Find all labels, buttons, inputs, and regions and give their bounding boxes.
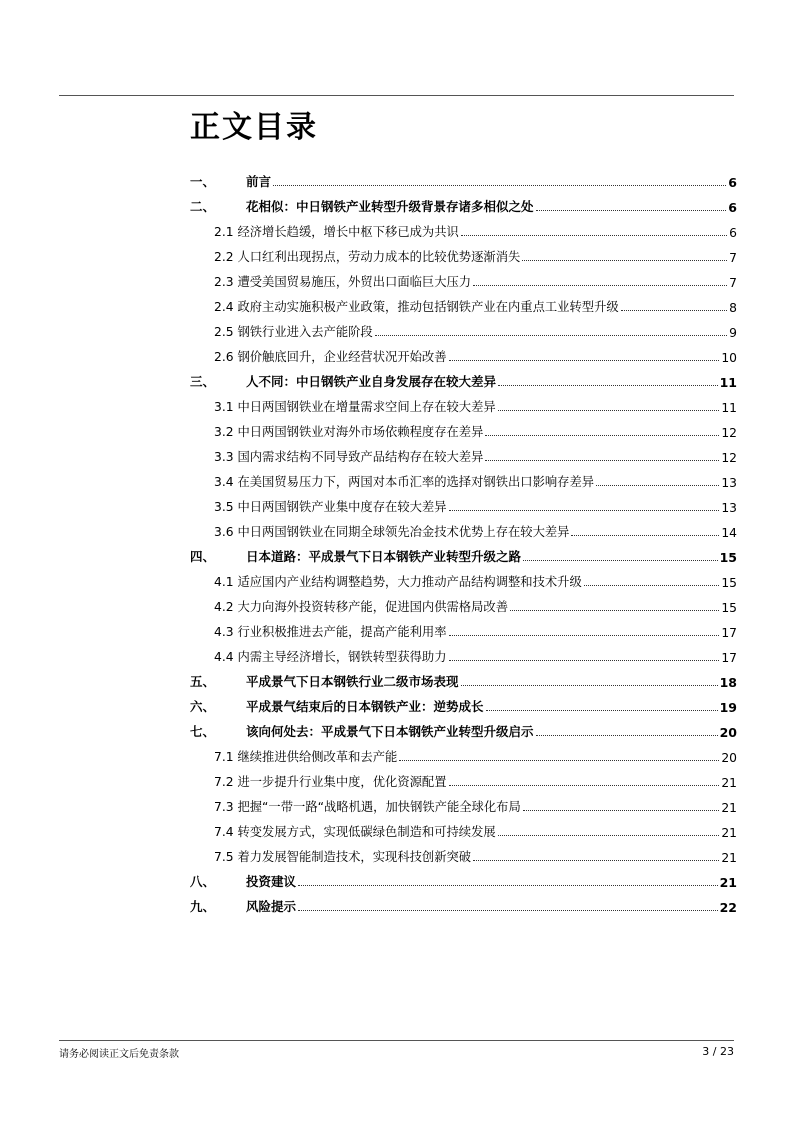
- toc-chapter-entry[interactable]: [190, 690, 737, 715]
- toc-dot-leader: [461, 685, 718, 686]
- toc-page-number: 17: [721, 651, 737, 665]
- toc-chapter-entry[interactable]: [190, 715, 737, 740]
- toc-entry-title: 7.5 着力发展智能制造技术，实现科技创新突破: [214, 850, 472, 864]
- toc-section-entry[interactable]: [190, 615, 737, 640]
- toc-chapter-number: 七、: [190, 724, 216, 739]
- toc-section-entry[interactable]: [190, 490, 737, 515]
- toc-section-entry[interactable]: [190, 790, 737, 815]
- toc-page-number: 15: [721, 601, 737, 615]
- toc-dot-leader: [485, 435, 719, 436]
- toc-page-number: 18: [719, 675, 737, 690]
- toc-chapter-entry[interactable]: [190, 190, 737, 215]
- toc-entry-title: 2.1 经济增长趋缓，增长中枢下移已成为共识: [214, 225, 459, 239]
- toc-entry-title: 前言: [246, 174, 272, 189]
- toc-entry-title: 该向何处去：平成景气下日本钢铁产业转型升级启示: [246, 724, 534, 739]
- toc-dot-leader: [522, 260, 727, 261]
- toc-dot-leader: [486, 710, 718, 711]
- toc-section-entry[interactable]: [190, 265, 737, 290]
- toc-section-entry[interactable]: [190, 815, 737, 840]
- toc-section-entry[interactable]: [190, 515, 737, 540]
- toc-dot-leader: [449, 510, 720, 511]
- toc-chapter-entry[interactable]: [190, 365, 737, 390]
- toc-page-number: 13: [721, 476, 737, 490]
- toc-page-number: 14: [721, 526, 737, 540]
- toc-entry-title: 2.2 人口红利出现拐点，劳动力成本的比较优势逐渐消失: [214, 250, 521, 264]
- toc-section-entry[interactable]: [190, 640, 737, 665]
- toc-page-number: 20: [719, 725, 737, 740]
- toc-chapter-number: 六、: [190, 699, 216, 714]
- toc-entry-title: 4.3 行业积极推进去产能，提高产能利用率: [214, 625, 447, 639]
- toc-dot-leader: [449, 785, 720, 786]
- toc-chapter-number: 二、: [190, 199, 216, 214]
- toc-chapter-number: 五、: [190, 674, 216, 689]
- toc-page-number: 8: [729, 301, 737, 315]
- table-of-contents: [190, 165, 737, 915]
- toc-entry-title: 7.1 继续推进供给侧改革和去产能: [214, 750, 398, 764]
- toc-dot-leader: [510, 610, 719, 611]
- toc-entry-title: 日本道路：平成景气下日本钢铁产业转型升级之路: [246, 549, 522, 564]
- toc-entry-title: 3.2 中日两国钢铁业对海外市场依赖程度存在差异: [214, 425, 484, 439]
- toc-chapter-number: 三、: [190, 374, 216, 389]
- toc-entry-title: 人不同：中日钢铁产业自身发展存在较大差异: [246, 374, 497, 389]
- toc-page-number: 10: [721, 351, 737, 365]
- toc-entry-title: 投资建议: [246, 874, 297, 889]
- toc-page-number: 9: [729, 326, 737, 340]
- toc-page-number: 6: [729, 226, 737, 240]
- toc-dot-leader: [498, 835, 720, 836]
- toc-dot-leader: [498, 385, 718, 386]
- toc-dot-leader: [536, 210, 727, 211]
- toc-page-number: 7: [729, 251, 737, 265]
- toc-chapter-entry[interactable]: [190, 890, 737, 915]
- toc-section-entry[interactable]: [190, 390, 737, 415]
- toc-section-entry[interactable]: [190, 765, 737, 790]
- toc-section-entry[interactable]: [190, 565, 737, 590]
- toc-entry-title: 7.4 转变发展方式，实现低碳绿色制造和可持续发展: [214, 825, 496, 839]
- toc-section-entry[interactable]: [190, 340, 737, 365]
- toc-entry-title: 平成景气结束后的日本钢铁产业：逆势成长: [246, 699, 484, 714]
- toc-dot-leader: [473, 860, 719, 861]
- toc-dot-leader: [449, 360, 720, 361]
- toc-chapter-entry[interactable]: [190, 865, 737, 890]
- toc-entry-title: 2.6 钢价触底回升，企业经营状况开始改善: [214, 350, 447, 364]
- footer-disclaimer: 请务必阅读正文后免责条款: [59, 1049, 179, 1060]
- footer-rule: [59, 1040, 734, 1041]
- toc-section-entry[interactable]: [190, 440, 737, 465]
- toc-dot-leader: [536, 735, 718, 736]
- toc-entry-title: 4.4 内需主导经济增长，钢铁转型获得助力: [214, 650, 447, 664]
- toc-dot-leader: [523, 560, 718, 561]
- toc-page-number: 7: [729, 276, 737, 290]
- toc-dot-leader: [399, 760, 719, 761]
- toc-page-number: 22: [719, 900, 737, 915]
- toc-page-number: 6: [728, 175, 737, 190]
- toc-page-number: 12: [721, 426, 737, 440]
- toc-section-entry[interactable]: [190, 590, 737, 615]
- toc-section-entry[interactable]: [190, 290, 737, 315]
- toc-entry-title: 2.4 政府主动实施积极产业政策，推动包括钢铁产业在内重点工业转型升级: [214, 300, 619, 314]
- toc-dot-leader: [596, 485, 719, 486]
- toc-chapter-number: 八、: [190, 874, 216, 889]
- toc-page-number: 6: [728, 200, 737, 215]
- toc-section-entry[interactable]: [190, 415, 737, 440]
- toc-dot-leader: [498, 410, 720, 411]
- toc-dot-leader: [473, 285, 727, 286]
- toc-entry-title: 3.3 国内需求结构不同导致产品结构存在较大差异: [214, 450, 484, 464]
- toc-page-number: 17: [721, 626, 737, 640]
- toc-entry-title: 3.5 中日两国钢铁产业集中度存在较大差异: [214, 500, 447, 514]
- toc-entry-title: 2.5 钢铁行业进入去产能阶段: [214, 325, 373, 339]
- toc-section-entry[interactable]: [190, 465, 737, 490]
- toc-entry-title: 2.3 遭受美国贸易施压，外贸出口面临巨大压力: [214, 275, 472, 289]
- toc-page-number: 11: [721, 401, 737, 415]
- toc-page-number: 11: [719, 375, 737, 390]
- toc-page-number: 13: [721, 501, 737, 515]
- toc-section-entry[interactable]: [190, 215, 737, 240]
- toc-entry-title: 7.2 进一步提升行业集中度，优化资源配置: [214, 775, 447, 789]
- toc-dot-leader: [375, 335, 727, 336]
- toc-chapter-entry[interactable]: [190, 665, 737, 690]
- toc-chapter-entry[interactable]: [190, 540, 737, 565]
- header-rule: [59, 95, 734, 96]
- toc-entry-title: 4.2 大力向海外投资转移产能，促进国内供需格局改善: [214, 600, 508, 614]
- page-number: 3 / 23: [702, 1045, 734, 1058]
- toc-chapter-number: 四、: [190, 549, 216, 564]
- toc-dot-leader: [298, 910, 718, 911]
- toc-dot-leader: [523, 810, 720, 811]
- toc-page-number: 21: [719, 875, 737, 890]
- toc-entry-title: 3.4 在美国贸易压力下，两国对本币汇率的选择对钢铁出口影响存差异: [214, 475, 595, 489]
- toc-entry-title: 风险提示: [246, 899, 297, 914]
- toc-chapter-number: 九、: [190, 899, 216, 914]
- toc-entry-title: 7.3 把握“一带一路“战略机遇，加快钢铁产能全球化布局: [214, 800, 521, 814]
- toc-page-number: 20: [721, 751, 737, 765]
- toc-section-entry[interactable]: [190, 315, 737, 340]
- toc-section-entry[interactable]: [190, 840, 737, 865]
- toc-section-entry[interactable]: [190, 240, 737, 265]
- toc-section-entry[interactable]: [190, 740, 737, 765]
- toc-chapter-number: 一、: [190, 174, 216, 189]
- toc-dot-leader: [584, 585, 720, 586]
- toc-page-number: 21: [721, 776, 737, 790]
- toc-dot-leader: [621, 310, 727, 311]
- toc-page-number: 15: [721, 576, 737, 590]
- toc-dot-leader: [449, 635, 720, 636]
- toc-dot-leader: [449, 660, 720, 661]
- toc-dot-leader: [298, 885, 718, 886]
- toc-chapter-entry[interactable]: [190, 165, 737, 190]
- toc-page-number: 21: [721, 826, 737, 840]
- toc-entry-title: 3.6 中日两国钢铁业在同期全球领先冶金技术优势上存在较大差异: [214, 525, 570, 539]
- toc-dot-leader: [571, 535, 719, 536]
- toc-entry-title: 平成景气下日本钢铁行业二级市场表现: [246, 674, 459, 689]
- toc-dot-leader: [273, 185, 726, 186]
- toc-page-number: 19: [719, 700, 737, 715]
- toc-page-number: 21: [721, 801, 737, 815]
- toc-entry-title: 3.1 中日两国钢铁业在增量需求空间上存在较大差异: [214, 400, 496, 414]
- toc-page-number: 21: [721, 851, 737, 865]
- toc-entry-title: 花相似：中日钢铁产业转型升级背景存诸多相似之处: [246, 199, 534, 214]
- toc-dot-leader: [461, 235, 727, 236]
- toc-page-number: 15: [719, 550, 737, 565]
- page-title: 正文目录: [190, 110, 318, 145]
- toc-entry-title: 4.1 适应国内产业结构调整趋势，大力推动产品结构调整和技术升级: [214, 575, 582, 589]
- toc-page-number: 12: [721, 451, 737, 465]
- toc-dot-leader: [485, 460, 719, 461]
